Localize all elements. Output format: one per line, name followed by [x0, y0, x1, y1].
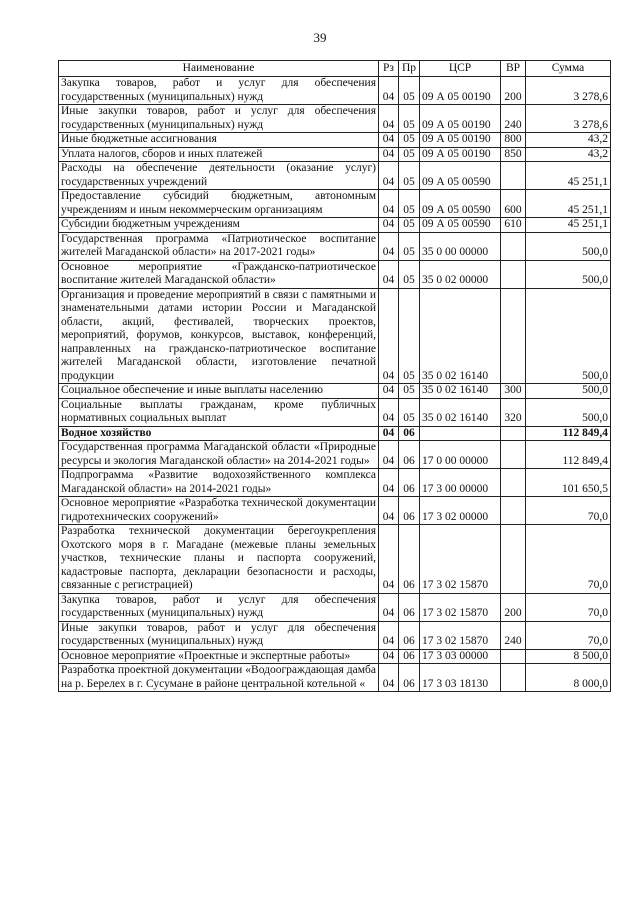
row-vr-cell: 200: [501, 77, 526, 105]
row-csr-cell: [420, 426, 501, 441]
row-name-cell: Основное мероприятие «Проектные и экспертные работы»: [59, 649, 379, 664]
row-name-cell: Иные закупки товаров, работ и услуг для обеспечения государственных (муниципальных) нужд: [59, 621, 379, 649]
row-csr-cell: 17 0 00 00000: [420, 441, 501, 469]
row-rz-cell: 04: [379, 664, 399, 692]
row-pr-cell: 06: [399, 469, 420, 497]
table-header-row: [59, 61, 611, 77]
page-number: 39: [313, 30, 327, 45]
row-name-cell: Подпрограмма «Развитие водохозяйственного комплекса Магаданской области» на 2014-2021 годы»: [59, 469, 379, 497]
row-csr-cell: 09 А 05 00190: [420, 133, 501, 148]
row-csr-cell: 17 3 03 18130: [420, 664, 501, 692]
row-name-cell: Основное мероприятие «Гражданско-патриотическое воспитание жителей Магаданской области»: [59, 260, 379, 288]
table-row: [59, 105, 611, 133]
row-sum-cell: 500,0: [526, 384, 611, 399]
row-sum-cell: 500,0: [526, 232, 611, 260]
row-csr-cell: 17 3 02 00000: [420, 497, 501, 525]
row-vr-cell: [501, 162, 526, 190]
row-rz-cell: 04: [379, 162, 399, 190]
row-rz-cell: 04: [379, 621, 399, 649]
row-rz-cell: 04: [379, 105, 399, 133]
table-row: [59, 288, 611, 384]
row-rz-cell: 04: [379, 469, 399, 497]
row-pr-cell: 06: [399, 649, 420, 664]
row-sum-cell: 70,0: [526, 497, 611, 525]
row-sum-cell: 3 278,6: [526, 77, 611, 105]
row-name-cell: Субсидии бюджетным учреждениям: [59, 218, 379, 233]
row-name-cell: Иные бюджетные ассигнования: [59, 133, 379, 148]
row-pr-cell: 05: [399, 77, 420, 105]
row-vr-cell: 200: [501, 593, 526, 621]
row-pr-cell: 05: [399, 384, 420, 399]
row-rz-cell: 04: [379, 133, 399, 148]
row-pr-cell: 06: [399, 497, 420, 525]
row-vr-cell: [501, 525, 526, 594]
row-rz-cell: 04: [379, 218, 399, 233]
row-sum-cell: 70,0: [526, 621, 611, 649]
row-vr-cell: [501, 649, 526, 664]
table-row: [59, 525, 611, 594]
row-name-cell: Организация и проведение мероприятий в связи с памятными и знаменательными датами истории России и Магаданской области, акций, фестивалей, творческих проектов, мероприятий, форумов, конкурсов, выставок, конференций, направленных на гражданско-патриотическое воспитание жителей Магаданской области, изготовление печатной продукции: [59, 288, 379, 384]
budget-table: [58, 60, 611, 692]
table-row: [59, 441, 611, 469]
table-row: [59, 664, 611, 692]
row-rz-cell: 04: [379, 147, 399, 162]
table-row: [59, 469, 611, 497]
row-sum-cell: 70,0: [526, 525, 611, 594]
row-csr-cell: 09 А 05 00590: [420, 190, 501, 218]
row-pr-cell: 05: [399, 398, 420, 426]
row-name-cell: Водное хозяйство: [59, 426, 379, 441]
table-row: [59, 426, 611, 441]
table-row: [59, 398, 611, 426]
row-pr-cell: 06: [399, 441, 420, 469]
row-csr-cell: 09 А 05 00190: [420, 147, 501, 162]
table-row: [59, 621, 611, 649]
row-sum-cell: 8 000,0: [526, 664, 611, 692]
table-row: [59, 218, 611, 233]
table-body: [59, 77, 611, 692]
row-vr-cell: 800: [501, 133, 526, 148]
table-row: [59, 162, 611, 190]
row-sum-cell: 43,2: [526, 147, 611, 162]
row-csr-cell: 09 А 05 00590: [420, 218, 501, 233]
row-csr-cell: 17 3 00 00000: [420, 469, 501, 497]
row-csr-cell: 35 0 02 00000: [420, 260, 501, 288]
row-vr-cell: 240: [501, 621, 526, 649]
row-sum-cell: 45 251,1: [526, 190, 611, 218]
row-vr-cell: 320: [501, 398, 526, 426]
row-vr-cell: 600: [501, 190, 526, 218]
row-vr-cell: [501, 664, 526, 692]
row-pr-cell: 05: [399, 190, 420, 218]
row-rz-cell: 04: [379, 260, 399, 288]
row-pr-cell: 05: [399, 147, 420, 162]
row-rz-cell: 04: [379, 497, 399, 525]
row-rz-cell: 04: [379, 384, 399, 399]
row-name-cell: Иные закупки товаров, работ и услуг для обеспечения государственных (муниципальных) нужд: [59, 105, 379, 133]
table-row: [59, 649, 611, 664]
row-vr-cell: 240: [501, 105, 526, 133]
row-sum-cell: 112 849,4: [526, 426, 611, 441]
header-name: Наименование: [59, 61, 379, 77]
row-name-cell: Социальное обеспечение и иные выплаты населению: [59, 384, 379, 399]
row-csr-cell: 35 0 02 16140: [420, 384, 501, 399]
row-vr-cell: 850: [501, 147, 526, 162]
row-vr-cell: 300: [501, 384, 526, 399]
row-pr-cell: 05: [399, 260, 420, 288]
row-csr-cell: 09 А 05 00190: [420, 105, 501, 133]
row-vr-cell: [501, 469, 526, 497]
row-csr-cell: 35 0 02 16140: [420, 398, 501, 426]
row-pr-cell: 05: [399, 162, 420, 190]
row-pr-cell: 06: [399, 525, 420, 594]
row-name-cell: Социальные выплаты гражданам, кроме публичных нормативных социальных выплат: [59, 398, 379, 426]
row-name-cell: Государственная программа Магаданской области «Природные ресурсы и экология Магаданской области» на 2014-2021 годы»: [59, 441, 379, 469]
table-row: [59, 260, 611, 288]
row-pr-cell: 05: [399, 218, 420, 233]
row-sum-cell: 43,2: [526, 133, 611, 148]
row-rz-cell: 04: [379, 398, 399, 426]
row-vr-cell: 610: [501, 218, 526, 233]
table-row: [59, 384, 611, 399]
row-name-cell: Закупка товаров, работ и услуг для обеспечения государственных (муниципальных) нужд: [59, 77, 379, 105]
row-sum-cell: 45 251,1: [526, 218, 611, 233]
header-pr: Пр: [399, 61, 420, 77]
row-rz-cell: 04: [379, 232, 399, 260]
row-sum-cell: 500,0: [526, 288, 611, 384]
row-vr-cell: [501, 232, 526, 260]
row-pr-cell: 05: [399, 232, 420, 260]
row-rz-cell: 04: [379, 525, 399, 594]
table-row: [59, 190, 611, 218]
row-sum-cell: 500,0: [526, 398, 611, 426]
table-row: [59, 77, 611, 105]
row-csr-cell: 17 3 02 15870: [420, 593, 501, 621]
row-name-cell: Закупка товаров, работ и услуг для обеспечения государственных (муниципальных) нужд: [59, 593, 379, 621]
table-row: [59, 232, 611, 260]
row-pr-cell: 05: [399, 288, 420, 384]
row-vr-cell: [501, 288, 526, 384]
row-sum-cell: 500,0: [526, 260, 611, 288]
row-sum-cell: 70,0: [526, 593, 611, 621]
table-row: [59, 593, 611, 621]
row-sum-cell: 112 849,4: [526, 441, 611, 469]
row-name-cell: Предоставление субсидий бюджетным, автономным учреждениям и иным некоммерческим организациям: [59, 190, 379, 218]
row-csr-cell: 17 3 02 15870: [420, 525, 501, 594]
header-rz: Рз: [379, 61, 399, 77]
row-name-cell: Расходы на обеспечение деятельности (оказание услуг) государственных учреждений: [59, 162, 379, 190]
row-name-cell: Разработка технической документации берегоукрепления Охотского моря в г. Магадане (межевые планы земельных участков, технические планы и паспорта сооружений, кадастровые паспорта, декларации безопасности и расходы, связанные с регистрацией): [59, 525, 379, 594]
row-rz-cell: 04: [379, 593, 399, 621]
row-vr-cell: [501, 497, 526, 525]
table-row: [59, 147, 611, 162]
table-row: [59, 133, 611, 148]
row-vr-cell: [501, 426, 526, 441]
row-name-cell: Уплата налогов, сборов и иных платежей: [59, 147, 379, 162]
row-rz-cell: 04: [379, 288, 399, 384]
row-pr-cell: 06: [399, 426, 420, 441]
row-csr-cell: 17 3 03 00000: [420, 649, 501, 664]
row-sum-cell: 45 251,1: [526, 162, 611, 190]
header-vr: ВР: [501, 61, 526, 77]
row-sum-cell: 101 650,5: [526, 469, 611, 497]
row-pr-cell: 05: [399, 105, 420, 133]
row-pr-cell: 06: [399, 593, 420, 621]
header-csr: ЦСР: [420, 61, 501, 77]
row-vr-cell: [501, 441, 526, 469]
row-rz-cell: 04: [379, 190, 399, 218]
row-csr-cell: 09 А 05 00190: [420, 77, 501, 105]
row-name-cell: Основное мероприятие «Разработка технической документации гидротехнических сооружений»: [59, 497, 379, 525]
row-sum-cell: 8 500,0: [526, 649, 611, 664]
row-csr-cell: 09 А 05 00590: [420, 162, 501, 190]
row-rz-cell: 04: [379, 77, 399, 105]
row-rz-cell: 04: [379, 441, 399, 469]
row-csr-cell: 35 0 02 16140: [420, 288, 501, 384]
table-row: [59, 497, 611, 525]
row-csr-cell: 17 3 02 15870: [420, 621, 501, 649]
row-pr-cell: 05: [399, 133, 420, 148]
row-sum-cell: 3 278,6: [526, 105, 611, 133]
row-name-cell: Государственная программа «Патриотическое воспитание жителей Магаданской области» на 2017-2021 годы»: [59, 232, 379, 260]
row-csr-cell: 35 0 00 00000: [420, 232, 501, 260]
row-pr-cell: 06: [399, 621, 420, 649]
header-sum: Сумма: [526, 61, 611, 77]
row-vr-cell: [501, 260, 526, 288]
row-pr-cell: 06: [399, 664, 420, 692]
row-rz-cell: 04: [379, 649, 399, 664]
row-name-cell: Разработка проектной документации «Водоограждающая дамба на р. Берелех в г. Сусумане в районе центральной котельной «: [59, 664, 379, 692]
row-rz-cell: 04: [379, 426, 399, 441]
